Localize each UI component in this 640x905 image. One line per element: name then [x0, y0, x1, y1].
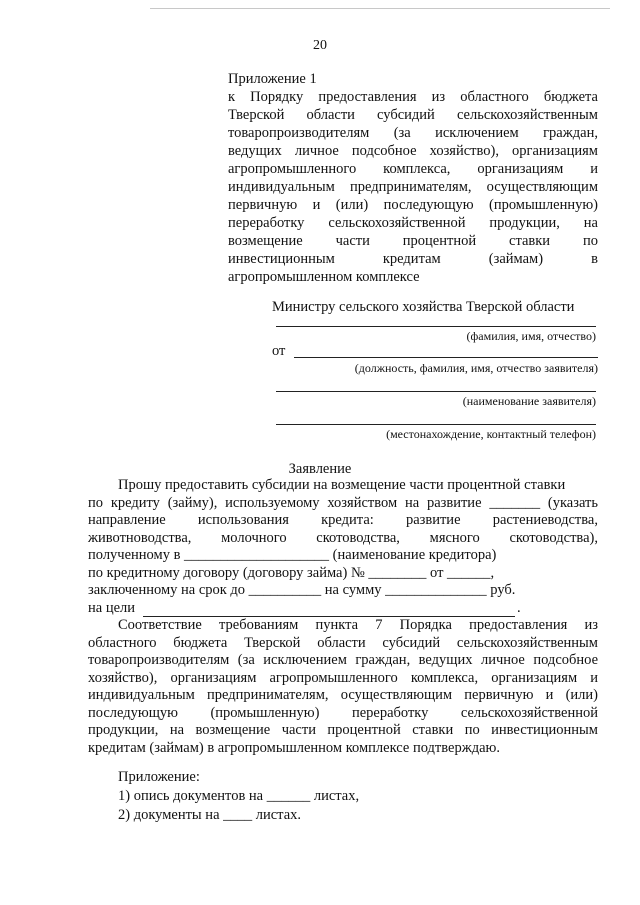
word: осуществляющим — [486, 179, 598, 195]
word: скотоводства), — [509, 529, 598, 546]
statement-title: Заявление — [288, 461, 352, 477]
word: в — [591, 251, 598, 267]
word: растениеводства, — [492, 512, 598, 528]
word: по — [88, 494, 104, 511]
attachments-list — [118, 768, 518, 825]
word: агропромышленного — [228, 161, 357, 177]
purpose-label: на цели — [88, 599, 136, 616]
text-line — [88, 740, 598, 758]
word: ведущих — [418, 652, 473, 668]
word: агропромышленного — [269, 669, 398, 686]
word: сельскохозяйственной — [328, 215, 466, 231]
word: организациям — [477, 161, 564, 177]
word: организациям — [512, 143, 598, 159]
word: областного — [460, 89, 529, 105]
word: 7 — [375, 617, 383, 633]
word: развитие — [405, 512, 461, 528]
text-line — [228, 124, 598, 142]
word: предпринимателям, — [349, 179, 472, 195]
applicant-name-line[interactable] — [276, 391, 596, 392]
word: Порядка — [399, 617, 452, 633]
word: на — [169, 722, 185, 738]
word: личное — [480, 652, 525, 668]
word: кредиту — [110, 494, 160, 511]
word: области — [306, 107, 355, 123]
creditor-line[interactable]: полученному в ____________________ (наименование кредитора) — [88, 547, 497, 563]
word: (указать — [547, 494, 598, 511]
word: использования — [197, 512, 289, 528]
word: Порядку — [250, 89, 304, 105]
word: областного — [88, 634, 157, 651]
word: исключением — [435, 125, 519, 141]
word: предпринимателям, — [206, 687, 329, 703]
word: мясного — [429, 529, 480, 546]
word: исключением — [263, 652, 347, 668]
word: переработку — [351, 704, 429, 721]
word: (займу), — [167, 494, 218, 511]
word: требованиям — [219, 617, 299, 633]
fio-line[interactable] — [276, 326, 596, 327]
word: (займам) — [488, 251, 544, 267]
appendix-header — [228, 70, 598, 286]
purpose-line[interactable] — [88, 600, 598, 618]
text-line — [228, 178, 598, 196]
word: (за — [237, 652, 255, 668]
word: ставки — [412, 722, 454, 738]
word: предоставления — [469, 617, 568, 633]
word: (за — [393, 125, 411, 141]
word: Тверской — [228, 107, 285, 123]
word: последующую — [88, 704, 178, 721]
word: (промышленную) — [489, 197, 598, 213]
word: бюджета — [543, 89, 598, 105]
word: субсидий — [377, 107, 435, 123]
text-line — [88, 635, 598, 653]
word: первичную — [464, 687, 534, 703]
word: (или) — [565, 687, 598, 703]
word: (или) — [335, 197, 369, 213]
statement-line — [88, 495, 598, 513]
word: субсидий — [382, 634, 441, 651]
word: развитие — [426, 494, 482, 511]
text-line — [228, 250, 598, 268]
word: кредитам — [382, 251, 441, 267]
text-line — [88, 652, 598, 670]
text-line — [228, 106, 598, 124]
confirmation-paragraph — [88, 617, 598, 757]
word: комплекса, — [383, 161, 451, 177]
word: из — [584, 617, 598, 633]
word: Тверской — [244, 634, 301, 651]
word: продукции, — [489, 215, 560, 231]
word: молочного — [221, 529, 287, 546]
word: сельскохозяйственной — [460, 704, 598, 721]
word: и — [590, 669, 598, 686]
word: части — [335, 233, 370, 249]
text-line — [228, 160, 598, 178]
word: на — [583, 215, 598, 231]
text-line — [228, 88, 598, 106]
word: на — [404, 494, 420, 511]
word: граждан, — [355, 652, 411, 668]
attachment-item-documents: 2) документы на ____ листах. — [118, 807, 302, 823]
attachments-title: Приложение: — [118, 769, 200, 785]
word: животноводства, — [88, 529, 192, 546]
word: инвестиционным — [228, 251, 335, 267]
statement-line: Прошу предоставить субсидии на возмещение части процентной ставки — [118, 477, 566, 493]
word: и — [590, 161, 598, 177]
word: инвестиционным — [491, 722, 598, 738]
word: предоставления — [318, 89, 417, 105]
word: и — [545, 687, 554, 703]
from-field[interactable] — [272, 344, 598, 375]
word: граждан, — [543, 125, 598, 141]
statement-body — [88, 477, 598, 757]
purpose-blank[interactable] — [143, 603, 515, 617]
location-field[interactable] — [276, 424, 596, 441]
word: подсобное — [533, 652, 598, 668]
word: процентной — [327, 722, 401, 738]
fio-caption: (фамилия, имя, отчество) — [466, 329, 596, 343]
word: по — [464, 722, 480, 738]
word: Соответствие — [118, 617, 202, 633]
text-line — [228, 232, 598, 250]
word: ставки — [509, 233, 551, 249]
applicant-name-field[interactable] — [276, 391, 596, 408]
word: агропромышленном комплексе — [228, 269, 420, 285]
word: (промышленную) — [210, 704, 320, 721]
word: скотоводства, — [316, 529, 400, 546]
from-caption: (должность, фамилия, имя, отчество заявителя) — [354, 361, 598, 375]
text-line — [228, 142, 598, 160]
word: организациям — [491, 669, 578, 686]
word: возмещение — [195, 722, 271, 738]
word: области — [317, 634, 366, 651]
purpose-end: . — [517, 599, 521, 616]
text-line — [88, 617, 598, 635]
word: и — [312, 197, 321, 213]
from-label: от — [272, 343, 286, 359]
word: используемому — [225, 494, 320, 511]
word: бюджета — [173, 634, 228, 651]
word: хозяйством — [327, 494, 398, 511]
appendix-title: Приложение 1 — [228, 71, 317, 87]
word: товаропроизводителям — [88, 652, 230, 668]
from-line[interactable] — [294, 345, 598, 358]
word: сельскохозяйственным — [456, 107, 598, 123]
word: сельскохозяйственным — [456, 634, 598, 651]
word: из — [431, 89, 446, 105]
text-line — [228, 196, 598, 214]
word: направление — [88, 512, 166, 528]
word: индивидуальным — [88, 687, 195, 703]
fio-field[interactable] — [276, 326, 596, 343]
word: индивидуальным — [228, 179, 335, 195]
appendix-text — [228, 88, 598, 286]
location-line[interactable] — [276, 424, 596, 425]
word: возмещение — [228, 233, 303, 249]
word: части — [281, 722, 316, 738]
word: первичную — [228, 197, 298, 213]
word: личное — [294, 143, 339, 159]
word: продукции, — [88, 722, 159, 738]
word: комплекса, — [410, 669, 479, 686]
attachment-item-inventory: 1) опись документов на ______ листах, — [118, 788, 360, 804]
page-number: 20 — [313, 38, 327, 53]
word: _______ — [489, 494, 541, 511]
top-rule — [150, 8, 610, 9]
word: организациям — [170, 669, 257, 686]
word: кредита: — [321, 512, 374, 528]
text-line — [228, 214, 598, 232]
word: пункта — [315, 617, 359, 633]
word: товаропроизводителям — [228, 125, 370, 141]
word: осуществляющим — [340, 687, 453, 703]
word: подсобное — [351, 143, 417, 159]
loan-term-line[interactable]: заключенному на срок до __________ на сумму ______________ руб. — [88, 582, 516, 598]
loan-agreement-line[interactable]: по кредитному договору (договору займа) № ________ от ______, — [88, 564, 495, 581]
applicant-name-caption: (наименование заявителя) — [462, 394, 596, 408]
word: хозяйство), — [429, 143, 499, 159]
word: к — [228, 89, 236, 105]
location-caption: (местонахождение, контактный телефон) — [386, 427, 596, 441]
text-line — [88, 670, 598, 688]
statement-line — [88, 530, 598, 548]
addressee: Министру сельского хозяйства Тверской области — [272, 299, 575, 315]
word: кредитам (займам) в агропромышленном комплексе подтверждаю. — [88, 739, 500, 756]
word: хозяйство), — [88, 669, 158, 686]
text-line — [88, 722, 598, 740]
word: ведущих — [228, 143, 282, 159]
word: последующую — [383, 197, 474, 213]
word: переработку — [228, 215, 305, 231]
text-line — [88, 705, 598, 723]
word: по — [582, 233, 598, 249]
word: процентной — [402, 233, 477, 249]
text-line — [228, 268, 598, 286]
statement-line — [88, 512, 598, 530]
text-line — [88, 687, 598, 705]
